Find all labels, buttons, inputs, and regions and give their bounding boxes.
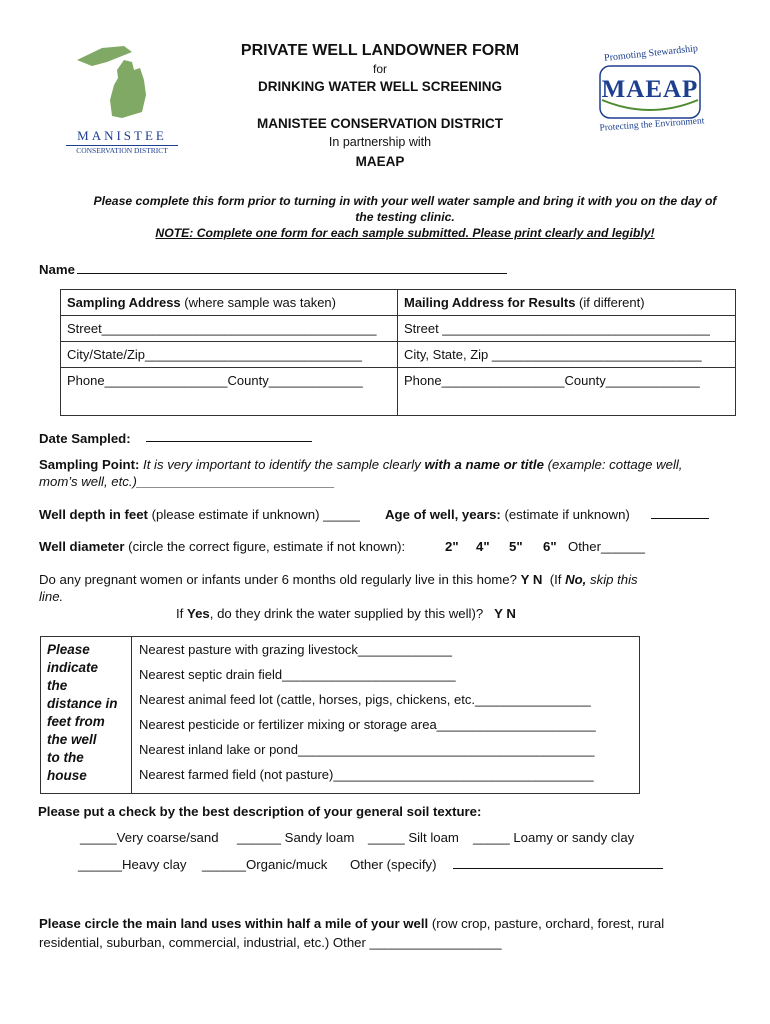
distance-item-lake[interactable]: Nearest inland lake or pond_________________________________________ — [139, 742, 595, 757]
soil-sandy-loam[interactable]: ______ Sandy loam — [237, 830, 355, 845]
soil-organic[interactable]: ______Organic/muck — [202, 857, 328, 872]
header-district: MANISTEE CONSERVATION DISTRICT — [256, 116, 503, 131]
header-partnership: In partnership with — [328, 135, 432, 149]
diameter-option-2[interactable]: 2" — [445, 539, 459, 554]
land-use-line2[interactable]: residential, suburban, commercial, industrial, etc.) Other __________________ — [39, 935, 502, 950]
name-field[interactable] — [39, 262, 507, 277]
mailing-street[interactable]: Street _____________________________________ — [398, 316, 736, 342]
soil-other-line[interactable] — [453, 856, 663, 869]
pregnant-yn[interactable]: Y N — [520, 572, 543, 587]
soil-loamy-clay[interactable]: _____ Loamy or sandy clay — [473, 830, 635, 845]
soil-very-coarse[interactable]: _____Very coarse/sand — [80, 830, 219, 845]
distance-item-feedlot[interactable]: Nearest animal feed lot (cattle, horses, pigs, chickens, etc.________________ — [139, 692, 591, 707]
intro-line2: the testing clinic. — [355, 210, 455, 224]
michigan-map-icon — [62, 40, 182, 125]
header-for: for — [372, 62, 387, 76]
name-label: Name — [39, 262, 75, 277]
well-age[interactable]: Age of well, years: (estimate if unknown) — [385, 507, 630, 522]
mailing-city[interactable]: City, State, Zip _____________________________ — [398, 342, 736, 368]
diameter-option-5[interactable]: 5" — [509, 539, 523, 554]
distance-item-field[interactable]: Nearest farmed field (not pasture)____________________________________ — [139, 767, 594, 782]
pregnant-question: Do any pregnant women or infants under 6 months old regularly live in this home? Y N (If No, skip this — [39, 572, 638, 587]
manistee-logo — [62, 40, 182, 155]
intro-note: NOTE: Complete one form for each sample submitted. Please print clearly and legibly! — [155, 226, 655, 240]
page-title: PRIVATE WELL LANDOWNER FORM — [240, 42, 520, 59]
maeap-name: MAEAP — [601, 76, 699, 103]
maeap-bottom-text: Protecting the Environment — [599, 116, 705, 134]
well-depth[interactable]: Well depth in feet (please estimate if unknown) _____ — [39, 507, 360, 522]
diameter-option-4[interactable]: 4" — [476, 539, 490, 554]
distance-item-pesticide[interactable]: Nearest pesticide or fertilizer mixing or storage area______________________ — [139, 717, 596, 732]
name-line[interactable] — [77, 273, 507, 274]
soil-title: Please put a check by the best description of your general soil texture: — [38, 804, 482, 819]
sampling-street[interactable]: Street______________________________________ — [61, 316, 398, 342]
intro-line1: Please complete this form prior to turning in with your well water sample and bring it with you on the day of — [93, 194, 717, 208]
drink-yn[interactable]: Y N — [494, 606, 516, 621]
distance-items — [132, 637, 640, 794]
pregnant-line2: line. — [39, 589, 64, 604]
maeap-logo — [586, 44, 714, 140]
logo-left-line1: MANISTEE — [77, 128, 167, 143]
land-use: Please circle the main land uses within half a mile of your well (row crop, pasture, orchard, forest, rural — [39, 916, 665, 931]
drink-question: If Yes, do they drink the water supplied by this well)? Y N — [176, 606, 516, 621]
well-age-line[interactable] — [651, 506, 709, 519]
soil-heavy-clay[interactable]: ______Heavy clay — [78, 857, 187, 872]
mailing-header: Mailing Address for Results (if different) — [398, 290, 736, 316]
soil-other-label: Other (specify) — [350, 857, 437, 872]
sampling-header: Sampling Address (where sample was taken) — [61, 290, 398, 316]
address-table — [60, 289, 736, 416]
header-subtitle: DRINKING WATER WELL SCREENING — [257, 79, 502, 94]
date-sampled-label: Date Sampled: — [39, 431, 131, 446]
well-diameter: Well diameter (circle the correct figure, estimate if not known): — [39, 539, 406, 554]
logo-left-line2: CONSERVATION DISTRICT — [66, 145, 178, 155]
distance-item-pasture[interactable]: Nearest pasture with grazing livestock_____________ — [139, 642, 452, 657]
maeap-top-text: Promoting Stewardship — [603, 43, 699, 64]
sampling-point-line[interactable]: mom’s well, etc.)___________________________ — [39, 474, 335, 489]
diameter-other[interactable]: Other______ — [568, 539, 645, 554]
sampling-point: Sampling Point: It is very important to identify the sample clearly with a name or title (example: cottage well, — [39, 457, 683, 472]
date-sampled-line[interactable] — [146, 429, 312, 442]
distance-item-septic[interactable]: Nearest septic drain field________________________ — [139, 667, 456, 682]
mailing-phone[interactable]: Phone_________________County_____________ — [398, 368, 736, 416]
diameter-option-6[interactable]: 6" — [543, 539, 557, 554]
header-partner: MAEAP — [355, 154, 405, 169]
distance-label: Please indicate the distance in feet from the well to the house — [41, 637, 132, 794]
distance-table — [40, 636, 640, 794]
sampling-city[interactable]: City/State/Zip______________________________ — [61, 342, 398, 368]
soil-silt-loam[interactable]: _____ Silt loam — [368, 830, 459, 845]
sampling-phone[interactable]: Phone_________________County_____________ — [61, 368, 398, 416]
